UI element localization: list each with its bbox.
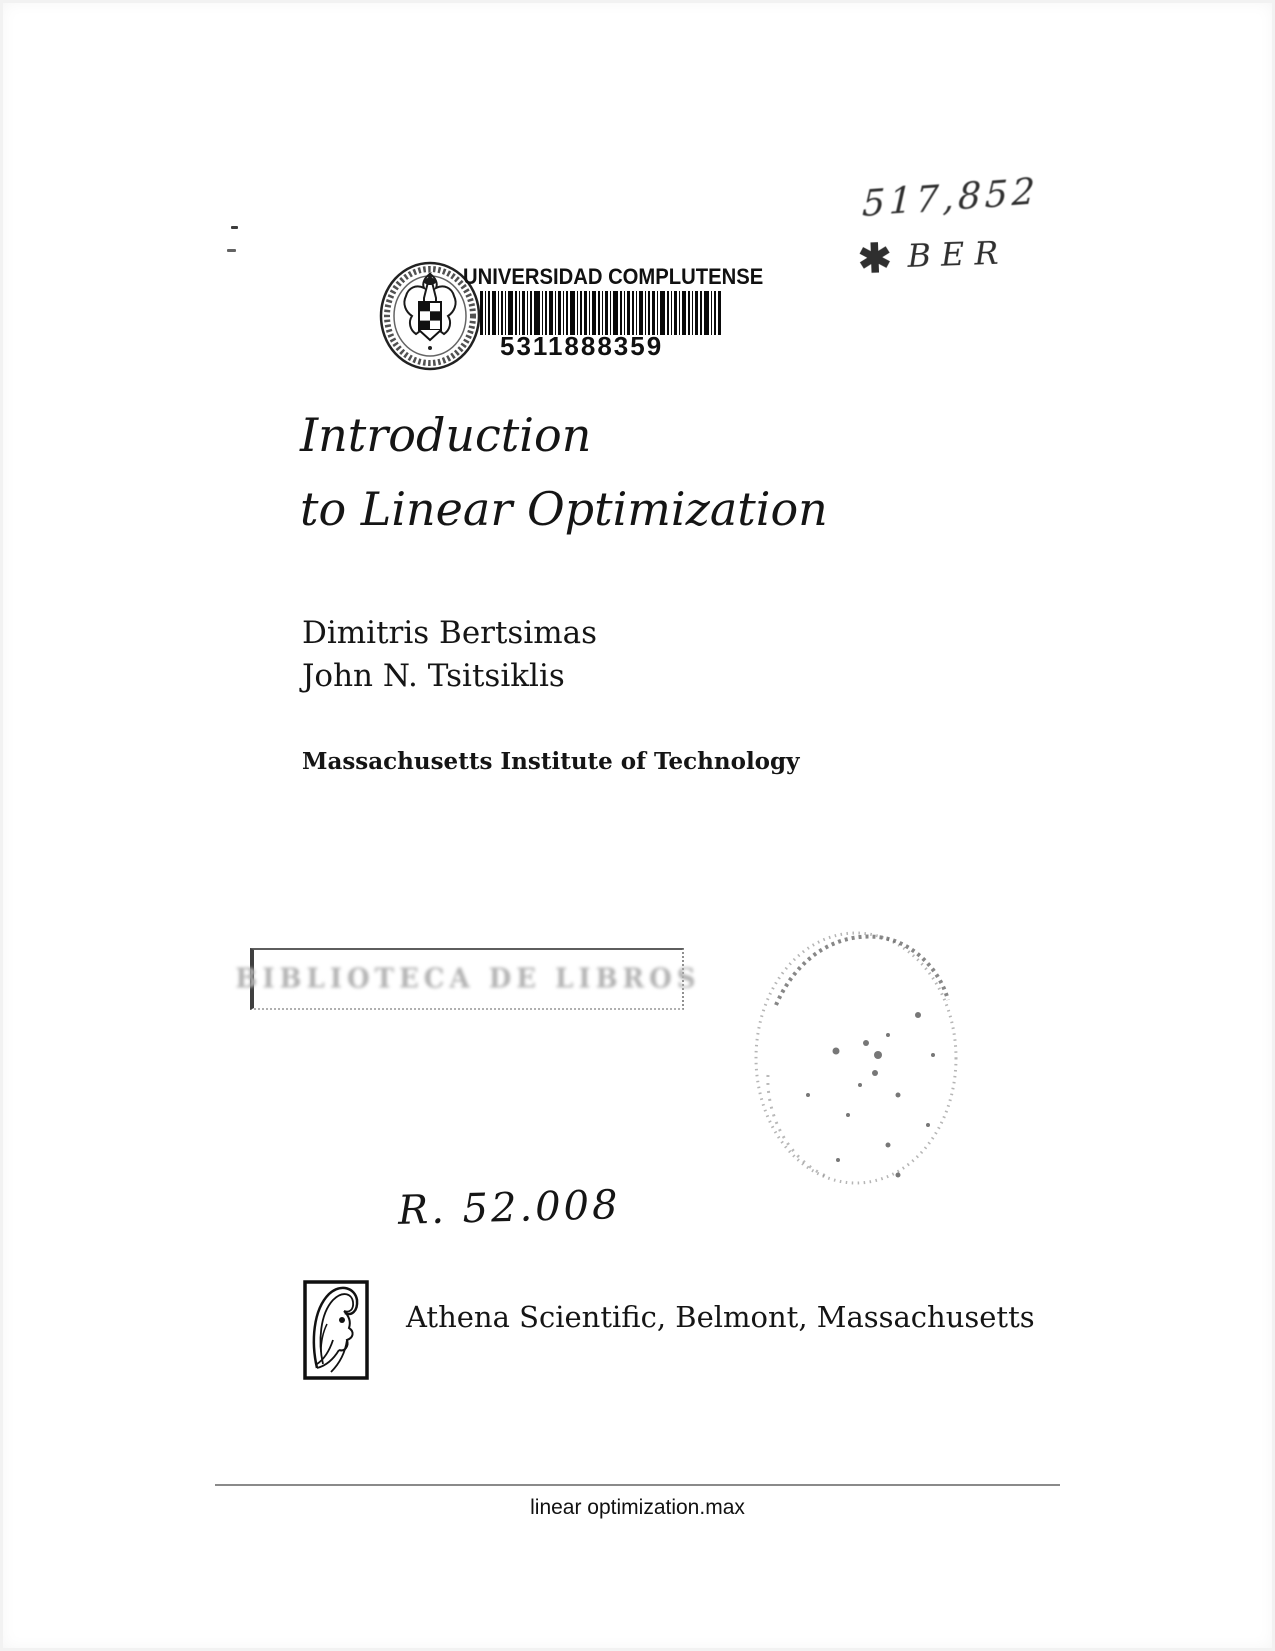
library-box-stamp-text: BIBLIOTECA DE LIBROS bbox=[235, 963, 701, 995]
pencil-speck bbox=[231, 226, 238, 229]
athena-scientific-logo-icon bbox=[303, 1280, 369, 1380]
affiliation: Massachusetts Institute of Technology bbox=[302, 748, 800, 775]
book-title-line2: to Linear Optimization bbox=[300, 482, 828, 536]
library-box-stamp bbox=[235, 948, 701, 1010]
barcode-icon bbox=[480, 291, 723, 335]
handwritten-accession-number: R. 52.008 bbox=[397, 1182, 622, 1234]
book-title-line1: Introduction bbox=[300, 408, 592, 462]
footer-divider bbox=[215, 1484, 1060, 1486]
author-name: John N. Tsitsiklis bbox=[302, 658, 565, 694]
footer-caption: linear optimization.max bbox=[530, 1496, 745, 1519]
library-round-stamp-icon bbox=[748, 925, 964, 1191]
asterisk-mark-icon: ✱ bbox=[857, 234, 893, 283]
author-name: Dimitris Bertsimas bbox=[302, 615, 598, 651]
handwritten-catalog-number: 517,852 bbox=[861, 171, 1040, 226]
handwritten-shelf-mark-label: BER bbox=[906, 233, 1010, 275]
institution-name: UNIVERSIDAD COMPLUTENSE bbox=[463, 264, 764, 289]
publisher-line: Athena Scientific, Belmont, Massachusetts bbox=[406, 1300, 1035, 1334]
handwritten-shelf-mark bbox=[857, 230, 1009, 282]
book-title bbox=[300, 398, 828, 546]
barcode-number: 5311888359 bbox=[500, 331, 664, 361]
pencil-speck bbox=[227, 249, 236, 252]
author-list bbox=[302, 612, 597, 698]
